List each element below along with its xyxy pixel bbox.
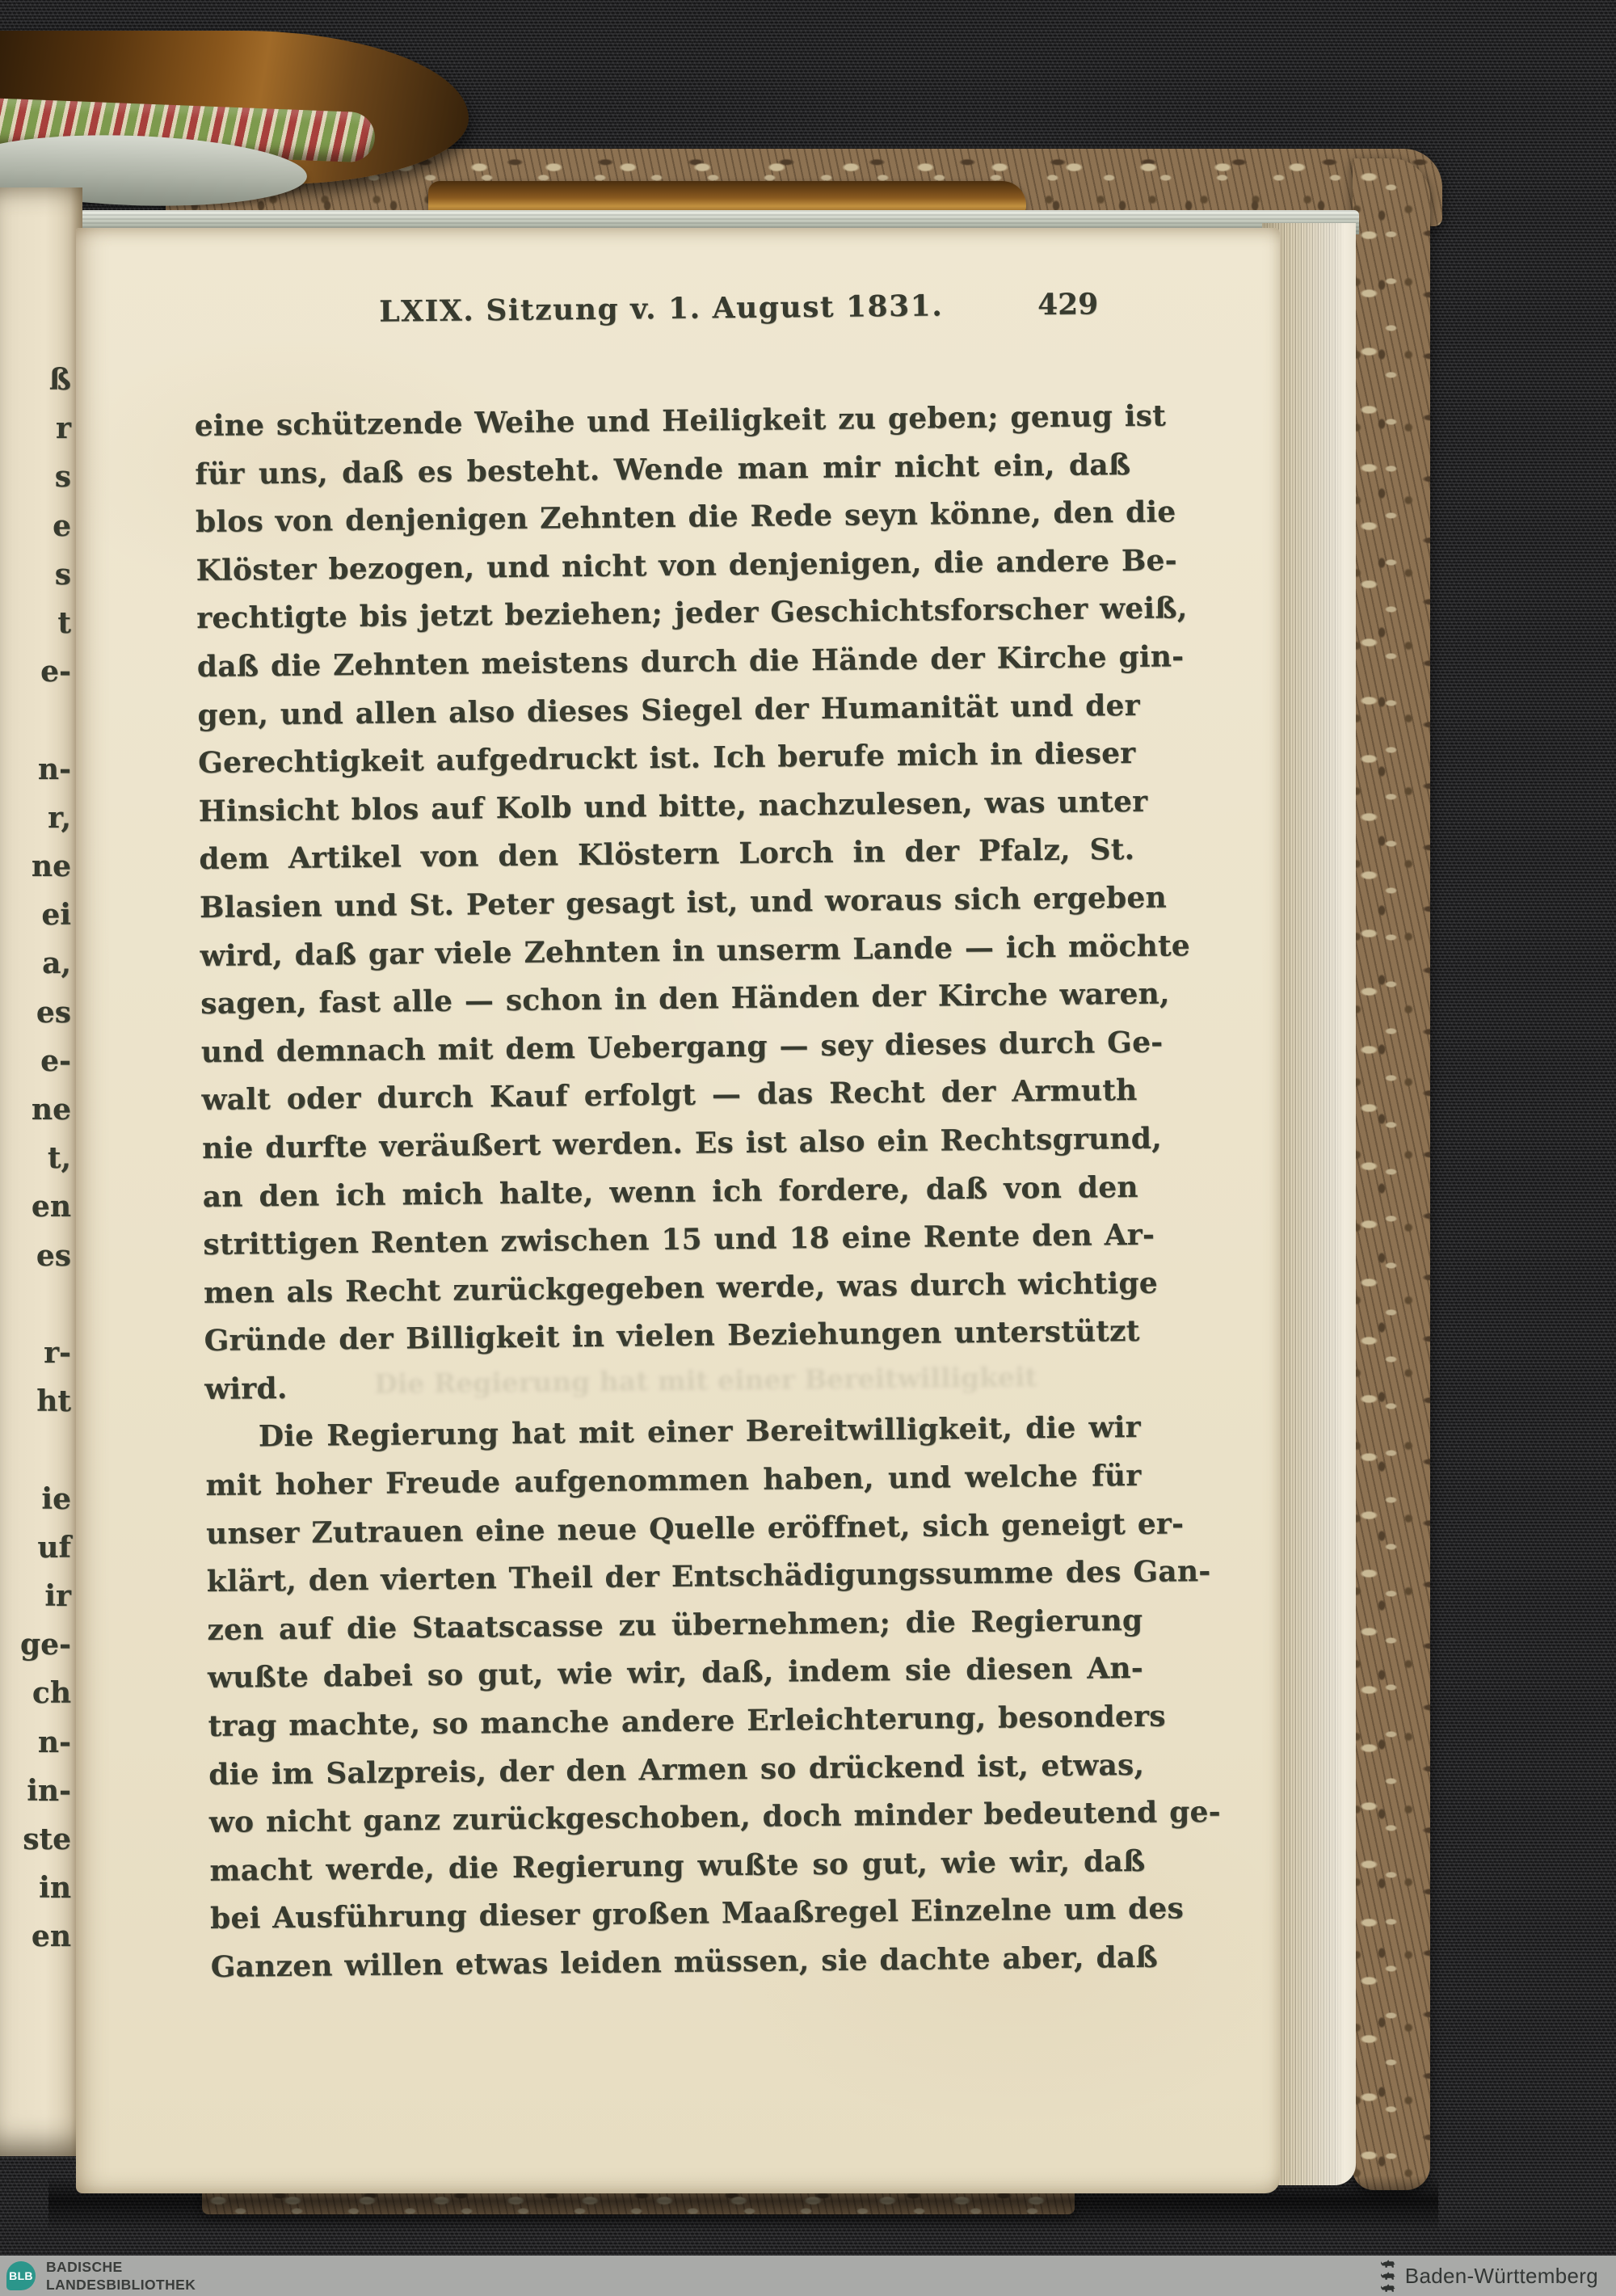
book-page [76,228,1280,2193]
text-line: mit hoher Freude aufgenommen haben, und welche für [205,1458,1142,1503]
text-line: wo nicht ganz zurückgeschoben, doch minder bedeutend ge- [208,1795,1221,1840]
text-line: wird, daß gar viele Zehnten in unserm Lande — ich möchte [200,928,1191,973]
text-line: Gründe der Billigkeit in vielen Beziehungen unterstützt [204,1314,1140,1359]
text-line: walt oder durch Kauf erfolgt — das Recht der Armuth [201,1073,1138,1118]
facing-page-text-fragment: en [31,1919,71,1954]
running-head [193,284,1130,402]
facing-page-sliver [0,187,82,2156]
text-line: men als Recht zurückgegeben werde, was durch wichtige [203,1266,1159,1310]
blb-logo [6,2261,36,2290]
facing-page-text-fragment: es [36,995,71,1030]
text-line: macht werde, die Regierung wußte so gut, wie wir, daß [209,1843,1146,1888]
facing-page-text-fragment: s [54,557,71,592]
library-footer-banner [0,2256,1616,2296]
text-line: dem Artikel von den Klöstern Lorch in der Pfalz, St. [199,832,1135,877]
facing-page-text-fragment: ne [31,849,71,883]
facing-page-text-fragment: ch [32,1676,71,1711]
library-name-line1: BADISCHE [46,2259,123,2275]
text-line: eine schützende Weihe und Heiligkeit zu geben; genug ist [194,398,1167,444]
text-line: zen auf die Staatscasse zu übernehmen; die Regierung [207,1603,1143,1647]
facing-page-text-fragment: ne [31,1093,71,1127]
facing-page-text-fragment: ste [23,1822,71,1856]
blb-logo-text: BLB [9,2269,33,2282]
facing-page-text-fragment: ie [41,1481,71,1516]
facing-page-text-fragment: in [39,1871,71,1906]
text-line: Ganzen willen etwas leiden müssen, sie dachte aber, daß [210,1940,1159,1984]
library-name-line2: LANDESBIBLIOTHEK [46,2277,196,2293]
facing-page-text-fragment: ht [36,1384,71,1419]
facing-page-text-fragment: uf [37,1530,71,1565]
text-line: nie durfte veräußert werden. Es ist also ein Rechtsgrund, [201,1121,1163,1165]
text-line: blos von denjenigen Zehnten die Rede seyn könne, den die [195,495,1176,540]
state-branding [1379,2256,1598,2296]
facing-page-text-fragment: ir [44,1579,71,1613]
facing-page-text-fragment: r, [48,800,71,835]
library-name [46,2258,196,2294]
facing-page-text-fragment: t [57,606,71,640]
ink-showthrough: Die Regierung hat mit einer Bereitwilligkeit [373,1361,1037,1400]
marbled-cover-right-edge [1353,158,1430,2190]
facing-page-text-fragment: in- [27,1773,71,1808]
facing-page-text-fragment: e- [40,655,71,689]
text-line: Blasien und St. Peter gesagt ist, und woraus sich ergeben [199,880,1168,925]
text-line: wußte dabei so gut, wie wir, daß, indem sie diesen An- [207,1651,1144,1696]
text-line: wird. [204,1371,288,1406]
page-number: 429 [1037,287,1099,322]
facing-page-text-fragment: ei [41,898,71,933]
facing-page-text-fragment: r- [44,1336,71,1370]
text-line: sagen, fast alle — schon in den Händen der Kirche waren, [200,976,1170,1022]
facing-page-text-fragment: a, [42,946,71,981]
text-line: klärt, den vierten Theil der Entschädigungssumme des Gan- [206,1554,1211,1599]
facing-page-text-fragment: e [53,508,71,543]
text-line: strittigen Renten zwischen 15 und 18 eine Rente den Ar- [203,1217,1155,1262]
text-line: für uns, daß es besteht. Wende man mir nicht ein, daß [195,447,1131,491]
text-line: an den ich mich halte, wenn ich fordere, daß von den [202,1169,1138,1214]
text-line: rechtigte bis jetzt beziehen; jeder Geschichtsforscher weiß, [196,591,1188,636]
text-line: unser Zutrauen eine neue Quelle eröffnet, sich geneigt er- [205,1506,1185,1551]
text-line: Gerechtigkeit aufgedruckt ist. Ich berufe mich in dieser [197,736,1136,781]
text-line: gen, und allen also dieses Siegel der Humanität und der [197,688,1140,732]
text-line: Die Regierung hat mit einer Bereitwilligkeit, die wir [258,1410,1142,1454]
text-line: und demnach mit dem Uebergang — sey dieses durch Ge- [200,1025,1164,1069]
facing-page-text-fragment: r [56,411,71,446]
facing-page-text-fragment: ß [48,363,71,397]
facing-page-text-fragment: e- [40,1043,71,1078]
facing-page-text-fragment: en [31,1190,71,1224]
facing-page-text-fragment: ge- [19,1628,71,1662]
facing-page-text-fragment: n- [37,1725,71,1759]
body-text [194,393,1221,1992]
facing-page-text-fragment: n- [37,752,71,786]
session-heading: LXIX. Sitzung v. 1. August 1831. [379,289,944,329]
text-line: trag machte, so manche andere Erleichterung, besonders [208,1699,1166,1743]
state-name-label: Baden-Württemberg [1404,2263,1598,2288]
text-line: bei Ausführung dieser großen Maaßregel Einzelne um des [209,1891,1185,1936]
printed-text-column [193,284,1221,1992]
text-line: Hinsicht blos auf Kolb und bitte, nachzulesen, was unter [198,784,1148,828]
facing-page-text-fragment: t, [47,1141,71,1176]
text-line: die im Salzpreis, der den Armen so drückend ist, etwas, [208,1747,1145,1792]
baden-wuerttemberg-crest-icon [1379,2258,1397,2294]
facing-page-text-fragment: es [36,1238,71,1273]
text-line: Klöster bezogen, und nicht von denjenigen, die andere Be- [196,543,1177,588]
facing-page-text-fragment: s [54,460,71,495]
text-line: daß die Zehnten meistens durch die Hände der Kirche gin- [196,639,1185,685]
